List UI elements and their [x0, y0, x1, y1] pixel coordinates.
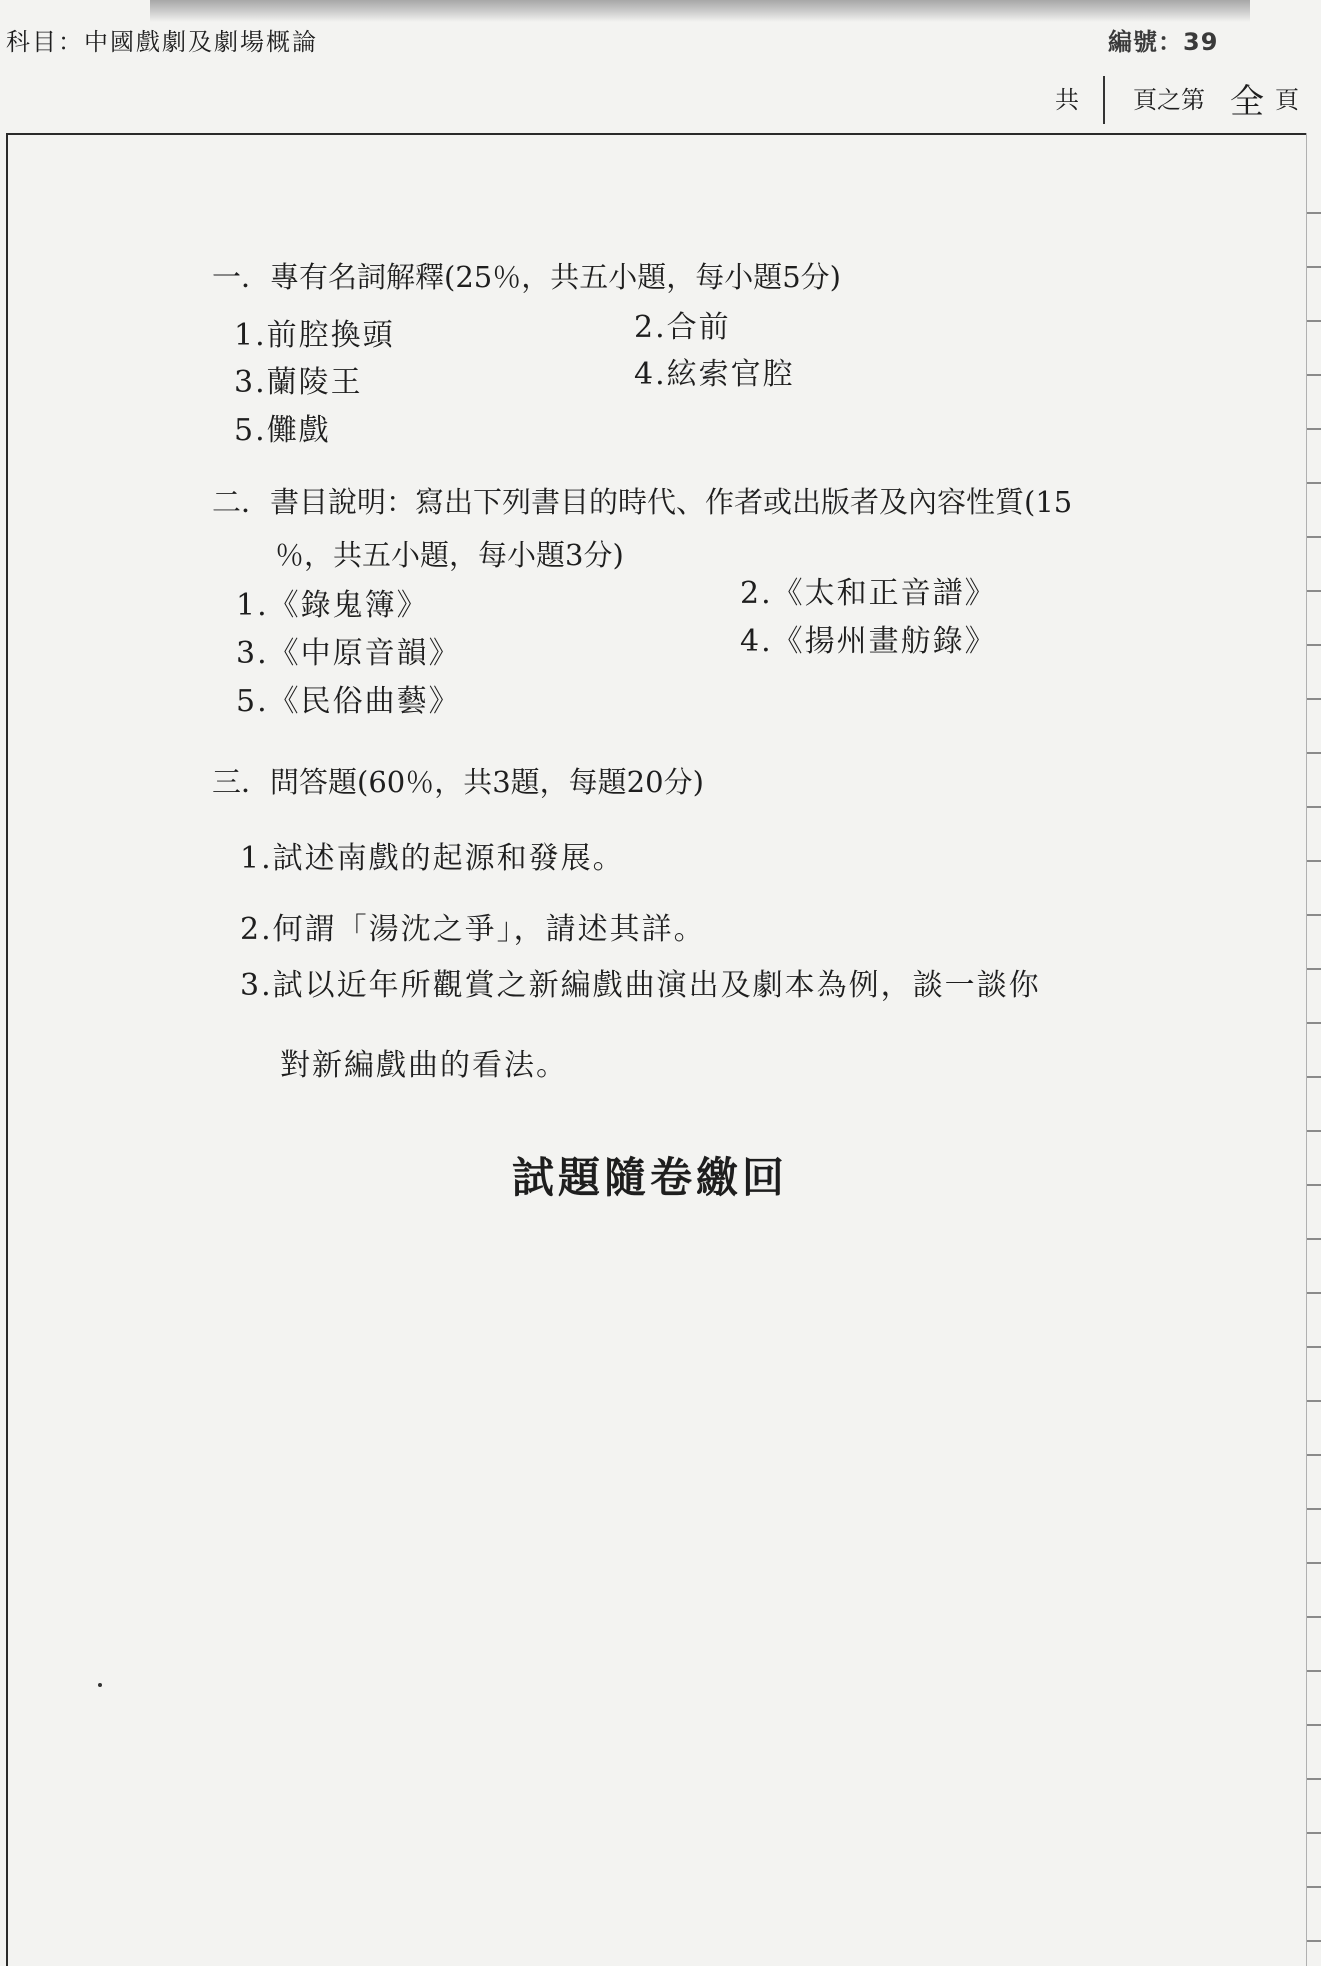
- page-count: [1055, 76, 1310, 126]
- section-1-item: 3.蘭陵王: [234, 365, 363, 400]
- scan-speck: [98, 1683, 102, 1687]
- ruled-margin: [1307, 160, 1321, 1960]
- section-1-item: 1.前腔換頭: [234, 318, 395, 353]
- page-unit-label: 頁: [1275, 86, 1299, 114]
- subject-label: 科目：中國戲劇及劇場概論: [6, 28, 318, 56]
- section-2-item: 5.《民俗曲藝》: [236, 684, 461, 719]
- section-2-item: 4.《揚州畫舫錄》: [740, 624, 997, 659]
- section-3-question: 2.何謂「湯沈之爭」，請述其詳。: [240, 912, 706, 947]
- section-3-question: 3.試以近年所觀賞之新編戲曲演出及劇本為例，談一談你: [240, 968, 1041, 1003]
- page-number-handwritten: 全: [1230, 82, 1264, 122]
- exam-code: 編號：39: [1108, 28, 1219, 56]
- section-3-question: 1.試述南戲的起源和發展。: [240, 841, 625, 876]
- section-2-item: 2.《太和正音譜》: [740, 576, 997, 611]
- section-1-item: 2.合前: [634, 310, 731, 345]
- page-total-label: 共: [1055, 86, 1079, 114]
- section-1-item: 5.儺戲: [234, 413, 331, 448]
- section-2-heading: 二．書目說明：寫出下列書目的時代、作者或出版者及內容性質(15: [212, 485, 1073, 519]
- section-2-item: 1.《錄鬼簿》: [236, 588, 429, 623]
- section-1-item: 4.絃索官腔: [634, 357, 795, 392]
- scan-smudge: [150, 0, 1250, 22]
- answer-frame: [6, 133, 1306, 1966]
- return-notice: 試題隨卷繳回: [512, 1153, 789, 1202]
- section-2-heading-cont: ％，共五小題，每小題3分): [275, 538, 624, 572]
- section-3-question-cont: 對新編戲曲的看法。: [280, 1048, 568, 1083]
- section-3-heading: 三．問答題(60％，共3題，每題20分): [212, 765, 704, 799]
- page-divider: [1103, 76, 1105, 124]
- page-of-label: 頁之第: [1133, 86, 1205, 114]
- section-1-heading: 一．專有名詞解釋(25％，共五小題，每小題5分): [212, 260, 841, 294]
- section-2-item: 3.《中原音韻》: [236, 636, 461, 671]
